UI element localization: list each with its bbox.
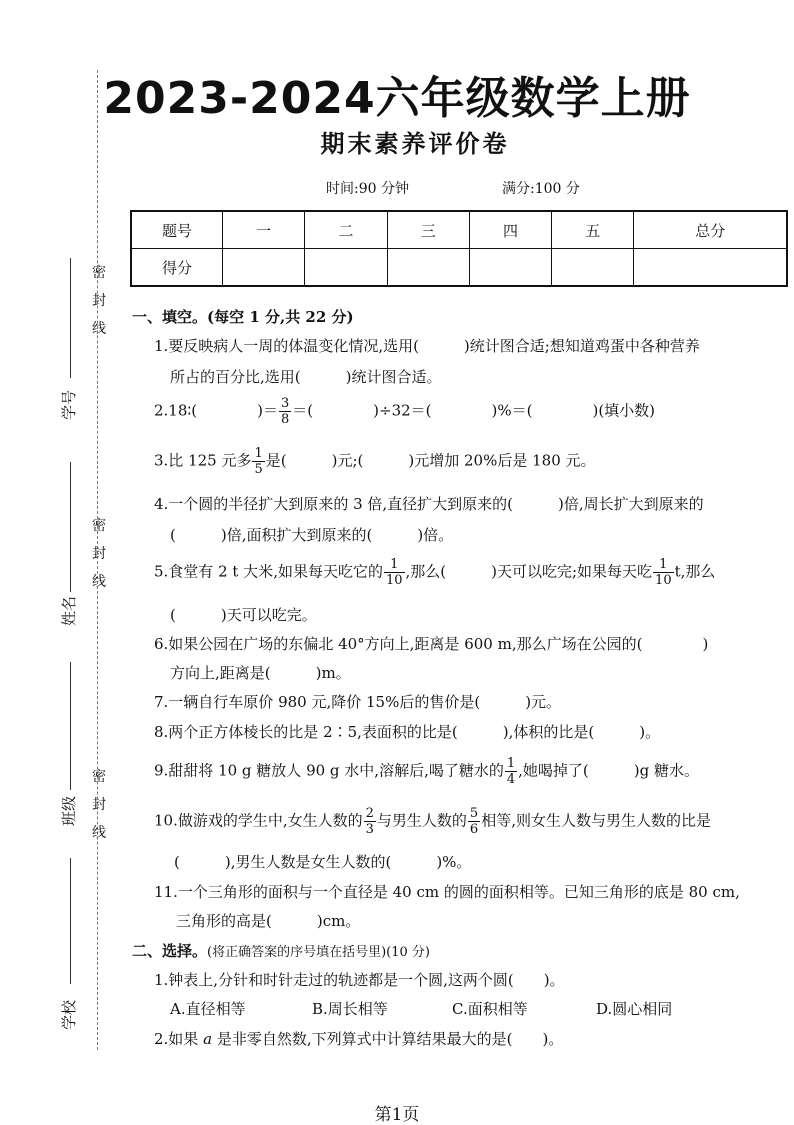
question-1-line2: 所占的百分比,选用( )统计图合适。 [170,368,442,386]
fraction-1-10 [653,557,674,588]
exam-title: 2023-2024六年级数学上册 [103,73,691,124]
school-line[interactable] [70,858,71,984]
section2-title: 二、选择。 [132,942,208,960]
score-input-cell[interactable] [469,249,551,287]
table-cell: 题号 [131,211,223,249]
seal-char: 封 [92,797,106,813]
seal-char: 密 [92,265,106,281]
table-cell: 五 [552,211,634,249]
student-id-label: 学号 [60,389,78,420]
choice-question-1: 1.钟表上,分针和时针走过的轨迹都是一个圆,这两个圆( )。 [154,971,565,989]
question-11-line1: 11.一个三角形的面积与一个直径是 40 cm 的圆的面积相等。已知三角形的底是 80 cm, [154,883,740,901]
score-table-header-row [131,211,787,249]
numerator: 2 [365,806,374,821]
fraction-1-4 [505,756,517,787]
seal-char: 封 [92,293,106,309]
score-input-cell[interactable] [305,249,387,287]
fraction-1-5 [252,446,264,477]
name-line[interactable] [70,462,71,592]
table-cell: 一 [223,211,305,249]
score-table [130,210,788,287]
question-7: 7.一辆自行车原价 980 元,降价 15%后的售价是( )元。 [154,693,562,711]
table-cell: 四 [469,211,551,249]
q9-post: ,她喝掉了( )g 糖水。 [518,761,699,780]
numerator: 1 [653,557,674,573]
question-6-line1: 6.如果公园在广场的东偏北 40°方向上,距离是 600 m,那么广场在公园的( ) [154,635,709,653]
name-label: 姓名 [60,595,78,626]
class-label: 班级 [60,795,78,826]
question-10-line2: ( ),男生人数是女生人数的( )%。 [174,853,472,871]
denominator: 10 [385,573,403,588]
denominator: 3 [365,822,374,837]
choice-option-c[interactable]: C.面积相等 [452,1000,528,1018]
numerator: 1 [384,557,405,573]
exam-full-score: 满分:100 分 [502,181,580,197]
q5-post: t,那么 [674,562,716,581]
choice-option-a[interactable]: A.直径相等 [170,1000,246,1018]
question-4-line1: 4.一个圆的半径扩大到原来的 3 倍,直径扩大到原来的( )倍,周长扩大到原来的 [154,495,704,513]
numerator: 1 [254,446,263,461]
denominator: 5 [254,462,263,477]
table-cell: 二 [305,211,387,249]
q5-pre: 5.食堂有 2 t 大米,如果每天吃它的 [154,562,383,581]
seal-char: 线 [92,321,106,337]
question-11-line2: 三角形的高是( )cm。 [176,912,361,930]
fraction-5-6 [468,806,480,837]
seal-char: 线 [92,574,106,590]
question-3 [154,446,596,477]
q10-post: 相等,则女生人数与男生人数的比是 [481,811,711,830]
question-2 [154,396,655,427]
numerator: 1 [506,756,516,771]
table-cell: 三 [387,211,469,249]
seal-char: 封 [92,546,106,562]
section2-note: (将正确答案的序号填在括号里)(10 分) [207,945,430,960]
q2-post: ＝( )÷32＝( )%＝( )(填小数) [292,401,656,420]
q2-pre: 2.18∶( )＝ [154,401,279,420]
exam-subtitle: 期末素养评价卷 [320,130,510,158]
variable-a: a [203,1030,213,1048]
seal-char: 线 [92,825,106,841]
denominator: 4 [506,772,516,787]
q10-mid: 与男生人数的 [376,811,467,830]
q3-post: 是( )元;( )元增加 20%后是 180 元。 [265,451,596,470]
question-5-line2: ( )天可以吃完。 [170,606,317,624]
numerator: 3 [281,396,290,411]
score-input-cell[interactable] [552,249,634,287]
table-cell: 得分 [131,249,223,287]
class-line[interactable] [70,662,71,790]
seal-char: 密 [92,518,106,534]
fraction-1-10 [384,557,405,588]
q2-pre: 2.如果 [154,1030,199,1048]
school-label: 学校 [60,999,78,1030]
question-1-line1: 1.要反映病人一周的体温变化情况,选用( )统计图合适;想知道鸡蛋中各种营养 [154,337,700,355]
score-input-cell[interactable] [223,249,305,287]
question-5-line1 [154,557,715,588]
q3-pre: 3.比 125 元多 [154,451,252,470]
question-10-line1 [154,806,711,837]
fraction-3-8 [279,396,291,427]
page-number: 第1页 [374,1105,420,1125]
section1-heading: 一、填空。(每空 1 分,共 22 分) [132,308,354,326]
q5-mid: ,那么( )天可以吃完;如果每天吃 [405,562,653,581]
fraction-2-3 [364,806,376,837]
exam-time: 时间:90 分钟 [326,181,409,197]
q10-pre: 10.做游戏的学生中,女生人数的 [154,811,363,830]
choice-question-2 [154,1029,563,1049]
table-cell: 总分 [634,211,787,249]
q2-post: 是非零自然数,下列算式中计算结果最大的是( )。 [216,1030,564,1048]
score-input-cell[interactable] [387,249,469,287]
choice-option-d[interactable]: D.圆心相同 [596,1000,673,1018]
denominator: 6 [469,822,479,837]
question-6-line2: 方向上,距离是( )m。 [170,664,351,682]
student-id-line[interactable] [70,258,71,378]
question-4-line2: ( )倍,面积扩大到原来的( )倍。 [170,526,454,544]
score-input-cell[interactable] [634,249,787,287]
denominator: 10 [655,573,672,588]
section2-heading [132,940,430,961]
question-9 [154,756,699,787]
q9-pre: 9.甜甜将 10 g 糖放人 90 g 水中,溶解后,喝了糖水的 [154,761,504,780]
question-8: 8.两个正方体棱长的比是 2∶5,表面积的比是( ),体积的比是( )。 [154,723,661,741]
seal-char: 密 [92,769,106,785]
score-table-score-row [131,249,787,287]
numerator: 5 [469,806,479,821]
denominator: 8 [281,412,290,427]
choice-option-b[interactable]: B.周长相等 [312,1000,388,1018]
